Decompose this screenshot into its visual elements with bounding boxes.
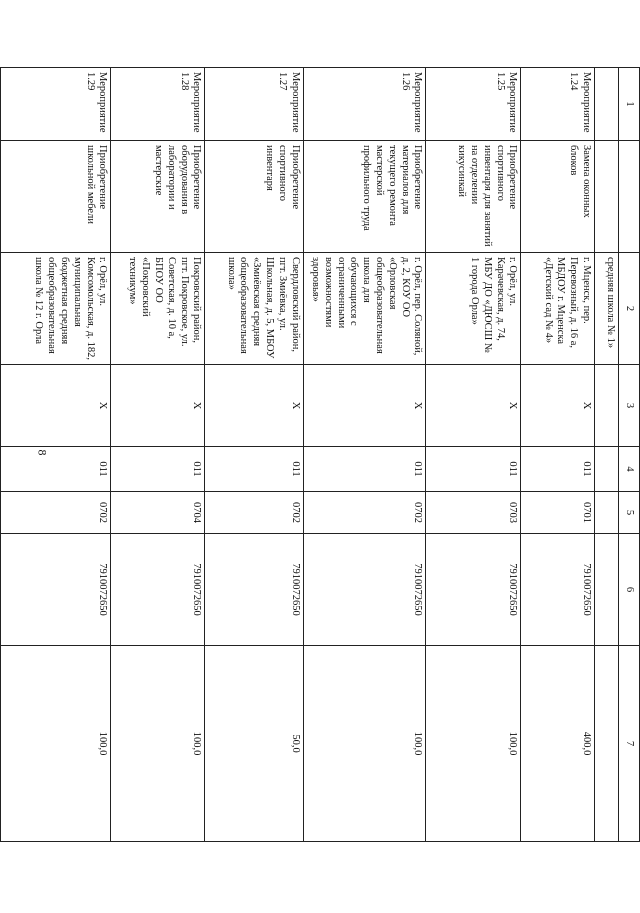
event-cell: Мероприятие 1.28	[111, 68, 205, 141]
x-mark-cell: Х	[205, 365, 303, 447]
event-cell: Мероприятие 1.26	[303, 68, 426, 141]
x-mark-cell: Х	[426, 365, 521, 447]
table-row	[426, 68, 521, 842]
code-cell: 011	[303, 447, 426, 492]
header-cell: 4	[618, 447, 639, 492]
table-row	[1, 68, 111, 842]
rotated-table-wrapper	[0, 67, 640, 841]
amount-cell: 100,0	[303, 646, 426, 842]
header-cell	[618, 141, 639, 253]
header-cell: 2	[618, 253, 639, 365]
event-cell: Мероприятие 1.24	[521, 68, 595, 141]
target-code-cell: 7910072650	[426, 534, 521, 646]
section-cell: 0703	[426, 492, 521, 534]
target-code-cell: 7910072650	[1, 534, 111, 646]
continuation-row	[595, 68, 619, 842]
table-row	[521, 68, 595, 842]
address-cell: г. Мценск, пер. Перевозный, д. 16 а, МБДОУ г. Мценска «Детский сад № 4»	[521, 253, 595, 365]
events-table	[0, 67, 640, 842]
section-cell: 0704	[111, 492, 205, 534]
name-cell: Приобретение материалов для текущего ремонта мастерской профильного труда	[303, 141, 426, 253]
amount-cell: 100,0	[1, 646, 111, 842]
address-cell: г. Орёл, пер. Соляной, д. 2, КОУ ОО «Орловская общеобразовательная школа для обучающихся с ограниченными возможностями здоровья»	[303, 253, 426, 365]
x-mark-cell: Х	[521, 365, 595, 447]
name-cell: Приобретение спортивного инвентаря	[205, 141, 303, 253]
empty-cell	[595, 534, 619, 646]
header-cell: 3	[618, 365, 639, 447]
empty-cell	[595, 447, 619, 492]
amount-cell: 400,0	[521, 646, 595, 842]
amount-cell: 50,0	[205, 646, 303, 842]
name-cell: Приобретение школьной мебели	[1, 141, 111, 253]
amount-cell: 100,0	[426, 646, 521, 842]
page-number: 8	[35, 449, 50, 456]
code-cell: 011	[521, 447, 595, 492]
section-cell: 0701	[521, 492, 595, 534]
target-code-cell: 7910072650	[521, 534, 595, 646]
table-row	[303, 68, 426, 842]
address-cell: г. Орёл, ул. Комсомольская, д. 182, муниципальная бюджетная средняя общеобразовательная школа № 12 г. Орла	[1, 253, 111, 365]
section-cell: 0702	[303, 492, 426, 534]
empty-cell	[595, 365, 619, 447]
name-cell: Замена оконных блоков	[521, 141, 595, 253]
header-cell: 1	[618, 68, 639, 141]
x-mark-cell: Х	[111, 365, 205, 447]
table-row	[205, 68, 303, 842]
address-cell: г. Орёл, ул. Карачевская, д. 74, МБУ ДО «ДЮСШ № 1 города Орла»	[426, 253, 521, 365]
target-code-cell: 7910072650	[111, 534, 205, 646]
target-code-cell: 7910072650	[303, 534, 426, 646]
code-cell: 011	[205, 447, 303, 492]
code-cell: 011	[426, 447, 521, 492]
address-cell: Свердловский район, пгт. Змиёвка, ул. Школьная, д. 5, МБОУ «Змиёвская средняя общеобразовательная школа»	[205, 253, 303, 365]
name-cell: Приобретение спортивного инвентаря для занятий на отделении кикусинкай	[426, 141, 521, 253]
continuation-address: средняя школа № 1»	[595, 253, 619, 365]
x-mark-cell: Х	[1, 365, 111, 447]
header-row	[618, 68, 639, 842]
event-cell: Мероприятие 1.29	[1, 68, 111, 141]
amount-cell: 100,0	[111, 646, 205, 842]
header-cell: 7	[618, 646, 639, 842]
section-cell: 0702	[1, 492, 111, 534]
section-cell: 0702	[205, 492, 303, 534]
empty-cell	[595, 68, 619, 141]
address-cell: Покровский район, пгт. Покровское, ул. Советская, д. 10 а, БПОУ ОО «Покровский техникум»	[111, 253, 205, 365]
event-cell: Мероприятие 1.27	[205, 68, 303, 141]
name-cell: Приобретение оборудования в лаборатории и мастерские	[111, 141, 205, 253]
table-row	[111, 68, 205, 842]
header-cell: 5	[618, 492, 639, 534]
header-cell: 6	[618, 534, 639, 646]
event-cell: Мероприятие 1.25	[426, 68, 521, 141]
target-code-cell: 7910072650	[205, 534, 303, 646]
empty-cell	[595, 492, 619, 534]
x-mark-cell: Х	[303, 365, 426, 447]
empty-cell	[595, 141, 619, 253]
empty-cell	[595, 646, 619, 842]
code-cell: 011	[111, 447, 205, 492]
code-cell: 011	[1, 447, 111, 492]
